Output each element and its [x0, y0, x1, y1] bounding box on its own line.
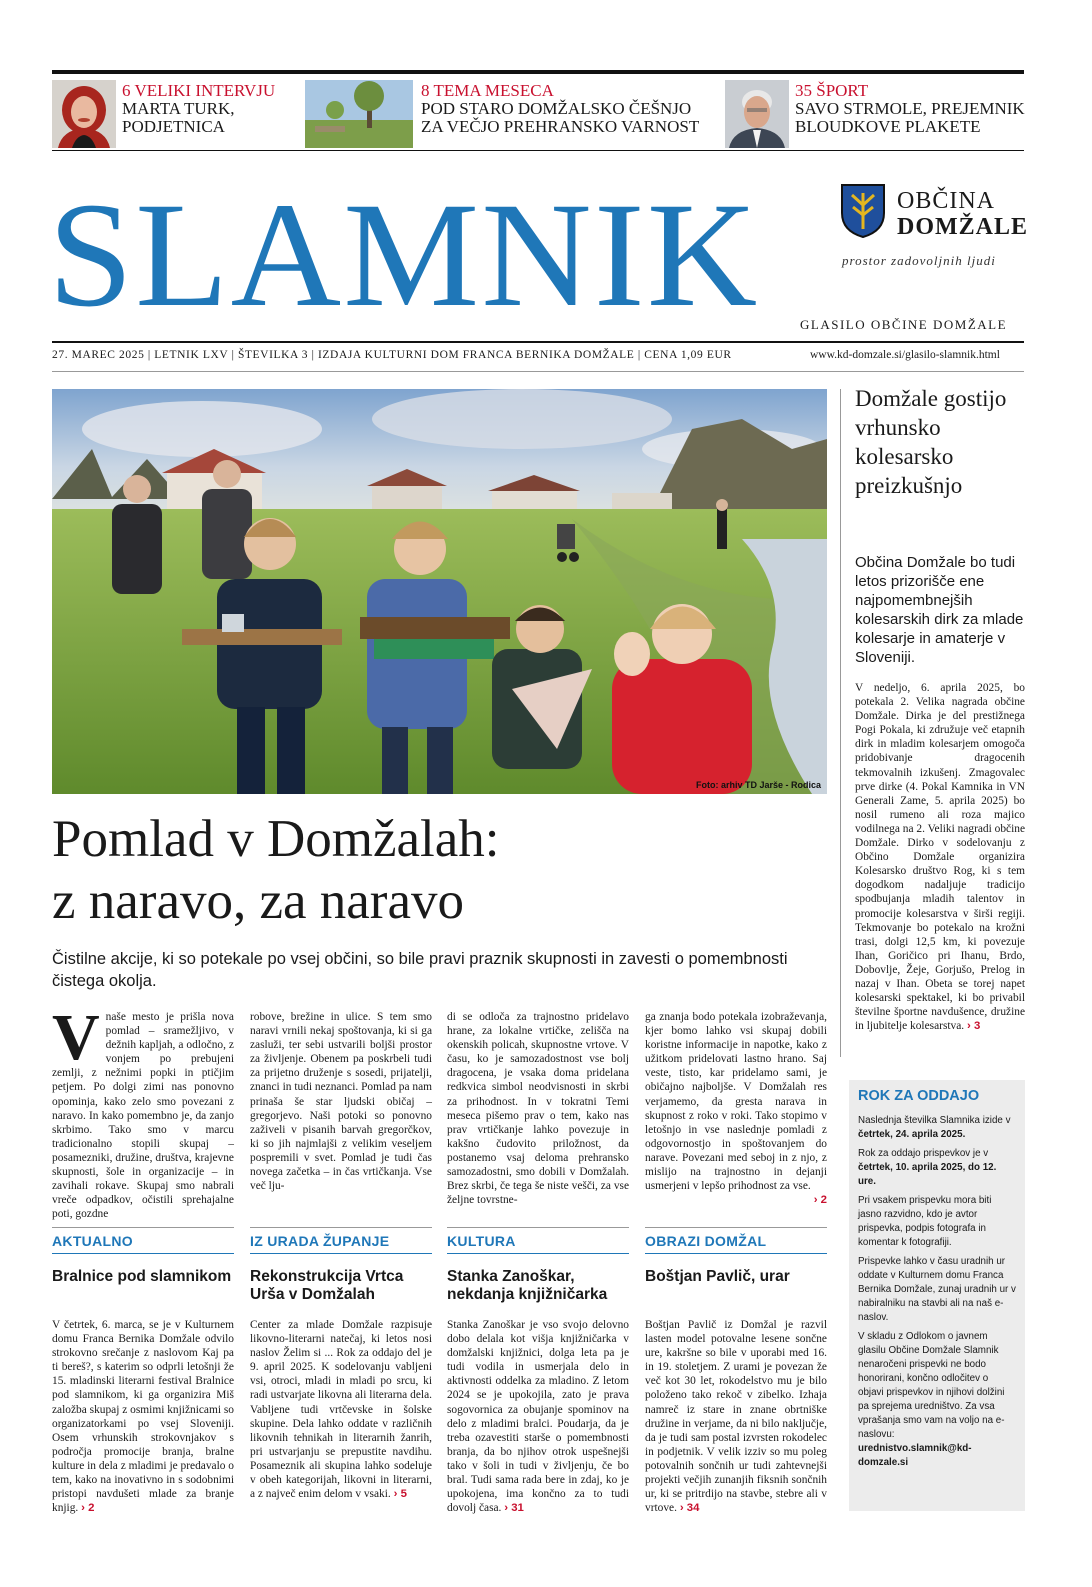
- deadline-note: [858, 1330, 1016, 1470]
- page-ref[interactable]: › 5: [393, 1488, 407, 1501]
- continue-link[interactable]: [645, 1193, 827, 1207]
- lead-lede: Čistilne akcije, ki so potekale po vsej občini, so bile pravi praznik skupnosti in zavesti o pomembnosti čistega okolja.: [52, 950, 788, 990]
- section-headline[interactable]: Bralnice pod slamnikom: [52, 1268, 232, 1285]
- teaser-headline: PODJETNICA: [122, 117, 225, 136]
- teaser-headline: MARTA TURK,: [122, 99, 235, 118]
- deadline-text: Naslednja številka Slamnika izide v: [858, 1115, 1011, 1126]
- teaser-sport[interactable]: [725, 80, 1025, 148]
- section-rule: [645, 1253, 827, 1254]
- headline-line: z naravo, za naravo: [52, 872, 464, 930]
- masthead-subtitle: GLASILO OBČINE DOMŽALE: [800, 317, 1008, 332]
- section-headline[interactable]: Rekonstrukcija Vrtca Urša v Domžalah: [250, 1268, 404, 1303]
- teaser-kicker: ŠPORT: [816, 81, 869, 100]
- sidebar-lede: Občina Domžale bo tudi letos prizorišče ene najpomembnejših kolesarskih dirk za mlade kolesarje in amaterje v Sloveniji.: [855, 554, 1024, 666]
- sidebar-headline[interactable]: Domžale gostijo vrhunsko kolesarsko preizkušnjo: [855, 386, 1007, 498]
- section-rule: [52, 1253, 234, 1254]
- publisher-name-bold: DOMŽALE: [897, 214, 1029, 240]
- section-headline[interactable]: Boštjan Pavlič, urar: [645, 1268, 790, 1285]
- section-label: AKTUALNO: [52, 1233, 133, 1249]
- teaser-kicker: TEMA MESECA: [433, 81, 554, 100]
- top-rule: [52, 70, 1024, 74]
- section-label: OBRAZI DOMŽAL: [645, 1233, 767, 1249]
- drop-cap: V: [52, 1001, 100, 1074]
- teaser-page: 8: [421, 81, 430, 100]
- deadline-title: ROK ZA ODDAJO: [858, 1088, 980, 1104]
- section-rule: [250, 1253, 432, 1254]
- lead-text: robove, brežine in ulice. S tem smo naravi vrnili nekaj spoštovanja, ki si ga zasluži, ter sebi ustvarili boljši prostor za življenje. Obenem pa poskrbeli tudi za prijetno druženje s sosedi, prijatelji, znanci in tudi neznanci. Pomlad pa nam prinaša še star ljudski običaj – gregorjevo. Naši potoki so ponovno zaživeli v pisanih barvah gregorčkov, ki so jih najmlajši z velikim veseljem pospremili v svet. Pomlad je tudi čas novega začetka – in čas vrtičkanja. Vse več lju-: [250, 1011, 432, 1193]
- lead-text: di se odloča za trajnostno pridelavo hrane, za lokalne vrtičke, zelišča na okenskih policah, skupnostne vrtove. V času, ko je samozadostnost vse bolj dragocena, je vsaka doma pridelana redkvica simbol neodvisnosti in skrbi za prihodnost. In v tokratni Temi meseca pišemo prav o tem, kako nas prav vrtičkanje lahko povezuje in kakšno čudovito priložnost, da postanemo vsaj deloma prehransko samozadostni, smo dobili v Domžalah. Brez skrbi, če tega še niste vešči, za vse željne tovrstne-: [447, 1011, 629, 1207]
- deadline-box: [849, 1080, 1025, 1511]
- section-label: KULTURA: [447, 1233, 516, 1249]
- masthead-rule: [52, 341, 1024, 343]
- section-headline[interactable]: Stanka Zanoškar, nekdanja knjižničarka: [447, 1268, 608, 1303]
- section-text: V četrtek, 6. marca, se je v Kulturnem domu Franca Bernika Domžale odvilo strokovno srečanje z naslovom Kaj pa ti bereš?, s katerim so odprli letošnji že 15. mladinski literarni festival Bralnice pod slamnikom, ki ga organizira Miš založba skupaj z osmimi knjižnicami so organizatorkami po vsej Sloveniji. Osem vrhunskih strokovnjakov s področja promocije branja, bralne kulture in dela z mladimi je predavalo o tem, kako na inovativno in s sodobnimi pristopi navdušeti mlade za branje knjig.: [52, 1319, 234, 1515]
- section-rule: [52, 1227, 234, 1228]
- page-ref[interactable]: › 34: [679, 1502, 700, 1515]
- teaser-photo-marta-turk: [52, 80, 116, 148]
- lead-text: ga znanja bodo potekala izobraževanja, kjer bomo lahko vsi skupaj dobili koristne informacije in napotke, kako z užitkom pridelovati lastno hrano. Saj veste, tisto, kar pridelamo sami, je običajno najboljše. V Domžalah res verjamemo, da gresta narava in skupnost z roko v roki. Tako stopimo v letošnjo in vse naslednje pomladi z odgovornostjo in spoštovanjem do narave. Povezani med seboj in z njo, z mislijo na trajnostno in dejanji usmerjeni v lepšo prihodnost za vse.: [645, 1011, 827, 1193]
- photo-credit: Foto: arhiv TD Jarše - Rodica: [695, 780, 821, 790]
- website-link[interactable]: www.kd-domzale.si/glasilo-slamnik.html: [810, 349, 1000, 361]
- masthead-title: SLAMNIK: [48, 172, 760, 338]
- section-rule: [250, 1227, 432, 1228]
- section-label: IZ URADA ŽUPANJE: [250, 1233, 390, 1249]
- teaser-headline: ZA VEČJO PREHRANSKO VARNOST: [421, 117, 700, 136]
- deadline-text: Rok za oddajo prispevkov je v: [858, 1148, 989, 1159]
- teaser-rule: [52, 150, 1024, 151]
- teaser-kicker: VELIKI INTERVJU: [134, 81, 276, 100]
- teaser-interview[interactable]: [52, 80, 292, 148]
- sidebar-rule: [840, 389, 841, 1057]
- lead-text: naše mesto je prišla nova pomlad – sramežljivo, v dežnih kapljah, a odločno, z vonjem po prebujeni zemlji, z nežnimi popki in ptičjim petjem. Po dolgi zimi nas ponovno opominja, kako zelo smo povezani z naravo. In kako pomembno je, da zanjo skrbimo. Tako smo v marcu tradicionalno stopili skupaj – posamezniki, družine, društva, krajevne skupnosti, šole in organizacije – in zavihali rokave. Skupaj smo nabrali vreče odpadkov, očistili sprehajalne poti, gozdne: [52, 1011, 234, 1221]
- crest-icon: [840, 183, 886, 239]
- lead-column-4: [645, 1010, 827, 1207]
- section-body: [645, 1318, 827, 1515]
- page-ref: › 2: [813, 1194, 827, 1207]
- section-body: [250, 1318, 432, 1501]
- publisher-name: OBČINA: [897, 188, 996, 214]
- section-rule: [447, 1253, 629, 1254]
- lead-photo: [52, 389, 827, 794]
- deadline-note: Pri vsakem prispevku mora biti jasno razvidno, kdo je avtor prispevka, podpis fotografa in komentar k fotografiji.: [858, 1195, 992, 1248]
- deadline-date: četrtek, 24. aprila 2025.: [858, 1129, 966, 1140]
- issue-rule: [52, 371, 1024, 372]
- lead-column-1: [52, 1001, 234, 1221]
- deadline-date: četrtek, 10. aprila 2025, do 12. ure.: [858, 1162, 997, 1187]
- section-rule: [447, 1227, 629, 1228]
- section-text: Boštjan Pavlič iz Domžal je razvil lasten model potovalne lesene sončne ure, kakršne so bile v uporabi med 16. in 19. stoletjem. Z urami je povezan že več kot 30 let, rokodelstvo mu je bilo položeno tako rekoč v zibelko. Izhaja namreč iz stare in znane obrtniške družine in verjame, da ni bilo naključje, da je tudi sam postal izvrsten rokodelec in podjetnik. V velik izziv so mu poleg potovalnih sončnih ur tudi zahtevnejši projekti večjih zunanjih fiksnih sončnih ur, ki se pritrdijo na stavbe, stebre ali v vrtove.: [645, 1319, 827, 1515]
- sidebar-body: [855, 681, 1025, 1033]
- issue-info: 27. MAREC 2025 | LETNIK LXV | ŠTEVILKA 3 | IZDAJA KULTURNI DOM FRANCA BERNIKA DOMŽALE | CENA 1,09 EUR: [52, 349, 732, 361]
- slogan: prostor zadovoljnih ljudi: [842, 253, 996, 268]
- section-rule: [645, 1227, 827, 1228]
- deadline-text: V skladu z Odlokom o javnem glasilu Občine Domžale Slamnik nenaročeni prispevki ne bodo honorirani, končno odločitev o objavi prispevkov in njihovi dolžini pa sprejema uredništvo. Za vsa vprašanja smo vam na voljo na e-naslovu:: [858, 1331, 1005, 1440]
- teaser-photo-savo-strmole: [725, 80, 789, 148]
- teaser-headline: POD STARO DOMŽALSKO ČEŠNJO: [421, 99, 692, 118]
- teaser-headline: SAVO STRMOLE, PREJEMNIK: [795, 99, 1025, 118]
- teaser-theme[interactable]: [305, 80, 715, 148]
- lead-column-2: [250, 1010, 432, 1193]
- headline-line: Pomlad v Domžalah:: [52, 810, 500, 868]
- sidebar-text: V nedeljo, 6. aprila 2025, bo potekala 2. Velika nagrada občine Domžale. Dirka je del prestižnega Pogi Pokala, ki združuje več etapnih dirk in mladim kolesarjem omogoča pridobivanje dragocenih tekmovalnih izkušenj. Zmagovalec prve dirke (4. Pokal Kamnika in VN Generali Zame, 5. aprila 2025) bo nosil rumeno ali roza majico vodilnega na 2. Veliki nagradi občine Domžale. Dirko v sodelovanju z Občino Domžale organizira Kolesarsko društvo Rog, ki s tem dogodkom nadaljuje tradicijo spodbujanja mladih talentov in promocije kolesarstva v širši regiji. Tekmovanje bo potekalo na krožni trasi, dolgi 12,5 km, ki povezuje Ihan, Goričico pri Ihanu, Brdo, Dobovlje, Žeje, Gorjušo, Prelog in nazaj v Ihan. Obeta se torej napet kolesarski spektakel, ki bo privabil številne športne navdušence, družine in ljubitelje kolesarstva.: [855, 682, 1025, 1033]
- editorial-email[interactable]: urednistvo.slamnik@kd-domzale.si: [858, 1443, 972, 1468]
- page-ref[interactable]: › 2: [81, 1502, 95, 1515]
- section-body: [52, 1318, 234, 1515]
- section-body: [447, 1318, 629, 1515]
- deadline-next-issue: [858, 1114, 1016, 1142]
- lead-column-3: [447, 1010, 629, 1207]
- deadline-note: Prispevke lahko v času uradnih ur oddate v Kulturnem domu Franca Bernika Domžale, zunaj uradnih ur v nabiralniku na stavbi ali na naš e-naslov.: [858, 1256, 1016, 1323]
- teaser-page: 6: [122, 81, 131, 100]
- teaser-headline: BLOUDKOVE PLAKETE: [795, 117, 981, 136]
- page-ref[interactable]: › 31: [504, 1502, 524, 1515]
- teaser-page: 35: [795, 81, 812, 100]
- section-text: Stanka Zanoškar je vso svojo delovno dobo delala kot višja knjižničarka v domžalski knjižnici, dolga leta pa je tudi vodila in usmerjala delo in aktivnosti oddelka za mladino. Z letom 2024 se je upokojila, zato je prava sogovornica za obujanje spominov na delo z mladimi bralci. Poudarja, da je treba ozavestiti starše o pomembnosti branja, da bo njihov otrok uspešnejši tako v šoli in tudi v življenju, če bo bral. Tudi sama rada bere in zdaj, ko je upokojena, ima končno za to tudi dovolj časa.: [447, 1319, 629, 1515]
- section-text: Center za mlade Domžale razpisuje likovno-literarni natečaj, ki letos nosi naslov Želim si ... Rok za oddajo del je 9. april 2025. K sodelovanju vabljeni vsi, otroci, mladi in mladi po srcu, ki radi ustvarjate likovna ali literarna dela. Vabljene tudi vrtčevske in šolske skupine. Dela lahko oddate v različnih likovnih tehnikah in literarnih žanrih, pri ustvarjanju se prepustite navdihu. Posameznik ali skupina lahko sodeluje v obeh kategorijah, likovni in literarni, a z največ enim delom v vsaki.: [250, 1319, 432, 1501]
- page-ref[interactable]: › 3: [967, 1020, 981, 1033]
- deadline-submission: [858, 1147, 1016, 1189]
- teaser-photo-cherry-tree: [305, 80, 413, 148]
- lead-headline: [52, 808, 822, 932]
